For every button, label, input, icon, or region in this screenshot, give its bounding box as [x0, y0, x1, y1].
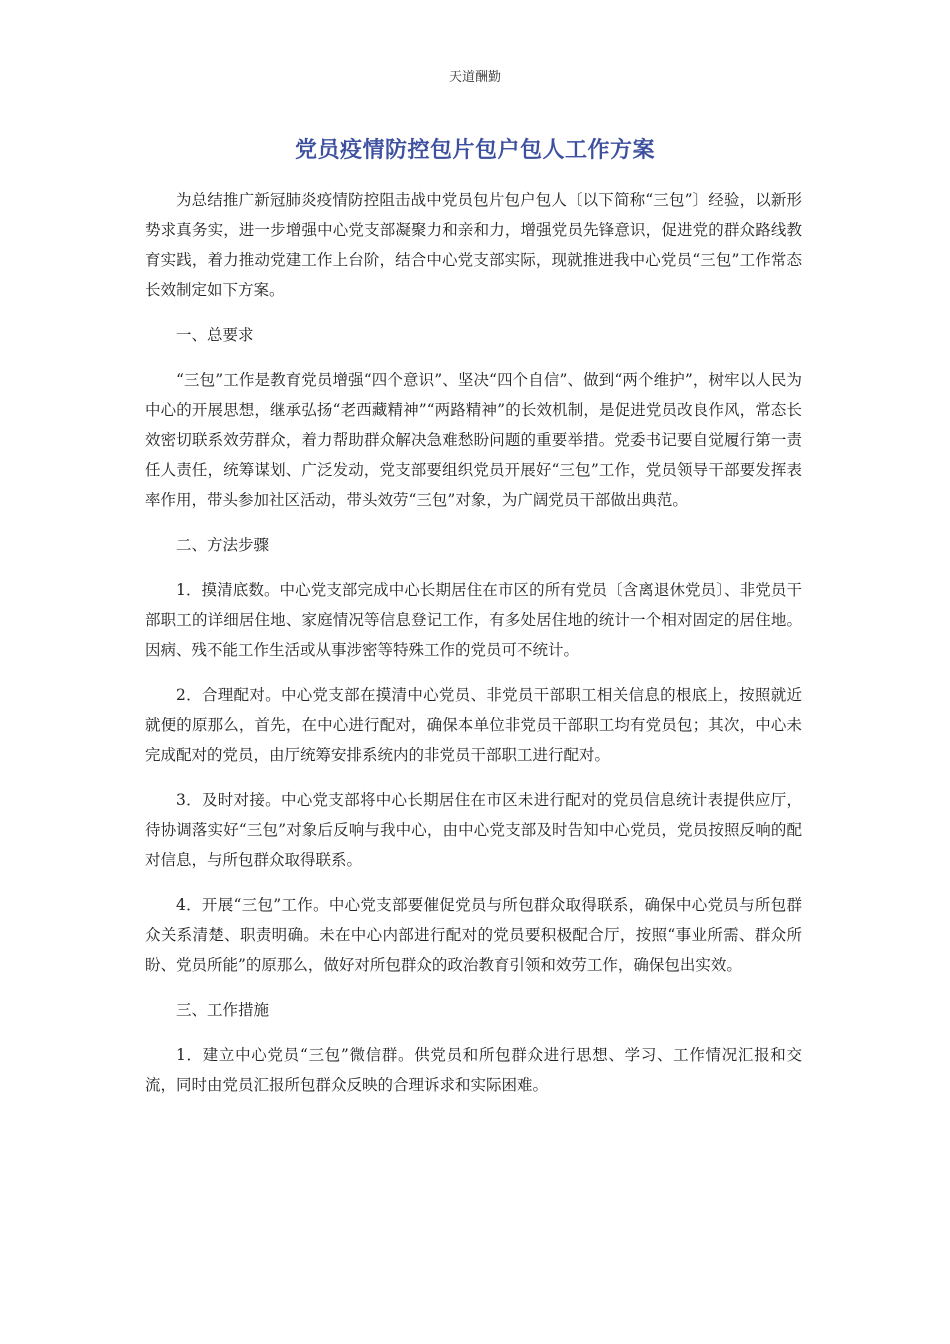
document-title: 党员疫情防控包片包户包人工作方案	[294, 138, 655, 163]
document-body	[145, 185, 802, 1115]
paragraph: 2．合理配对。中心党支部在摸清中心党员、非党员干部职工相关信息的根底上，按照就近就便的原那么，首先，在中心进行配对，确保本单位非党员干部职工均有党员包；其次，中心未完成配对的党员，由厅统筹安排系统内的非党员干部职工进行配对。	[145, 686, 802, 764]
paragraph: 1．建立中心党员“三包”微信群。供党员和所包群众进行思想、学习、工作情况汇报和交流，同时由党员汇报所包群众反映的合理诉求和实际困难。	[145, 1046, 802, 1094]
paragraph: 1．摸清底数。中心党支部完成中心长期居住在市区的所有党员〔含离退休党员〕、非党员干部职工的详细居住地、家庭情况等信息登记工作，有多处居住地的统计一个相对固定的居住地。因病、残不能工作生活或从事涉密等特殊工作的党员可不统计。	[145, 581, 802, 659]
section-heading-work-measures: 三、工作措施	[176, 1001, 270, 1019]
section-heading-general-requirements: 一、总要求	[176, 326, 254, 344]
paragraph: “三包”工作是教育党员增强“四个意识”、坚决“四个自信”、做到“两个维护”，树牢以人民为中心的开展思想，继承弘扬“老西藏精神”“两路精神”的长效机制，是促进党员改良作风，常态长效密切联系效劳群众，着力帮助群众解决急难愁盼问题的重要举措。党委书记要自觉履行第一责任人责任，统筹谋划、广泛发动，党支部要组织党员开展好“三包”工作，党员领导干部要发挥表率作用，带头参加社区活动，带头效劳“三包”对象，为广阔党员干部做出典范。	[145, 371, 802, 509]
intro-paragraph: 为总结推广新冠肺炎疫情防控阻击战中党员包片包户包人〔以下简称“三包”〕经验，以新形势求真务实，进一步增强中心党支部凝聚力和亲和力，增强党员先锋意识，促进党的群众路线教育实践，着力推动党建工作上台阶，结合中心党支部实际，现就推进我中心党员“三包”工作常态长效制定如下方案。	[145, 191, 802, 299]
page-header: 天道酬勤	[448, 70, 501, 85]
paragraph: 4．开展“三包”工作。中心党支部要催促党员与所包群众取得联系，确保中心党员与所包群众关系清楚、职责明确。未在中心内部进行配对的党员要积极配合厅，按照“事业所需、群众所盼、党员所能”的原那么，做好对所包群众的政治教育引领和效劳工作，确保包出实效。	[145, 896, 802, 974]
section-heading-methods-steps: 二、方法步骤	[176, 536, 270, 554]
paragraph: 3．及时对接。中心党支部将中心长期居住在市区未进行配对的党员信息统计表提供应厅，待协调落实好“三包”对象后反响与我中心，由中心党支部及时告知中心党员，党员按照反响的配对信息，与所包群众取得联系。	[145, 791, 802, 869]
